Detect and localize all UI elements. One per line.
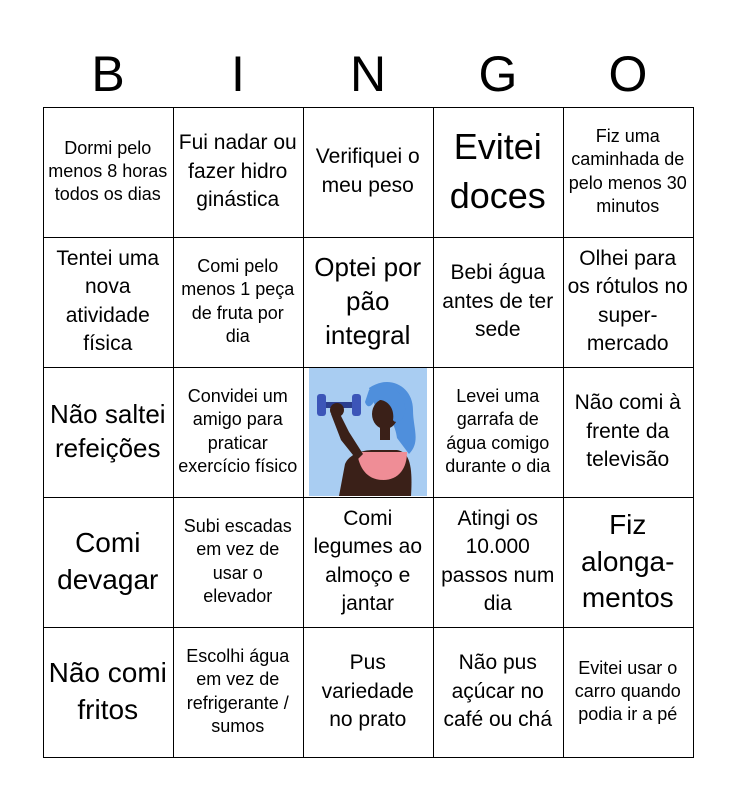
bingo-cell-text: Comi pelo menos 1 peça de fruta por dia [181,255,295,347]
bingo-cell-text: Fiz uma caminhada de pelo menos 30 minutos [568,125,687,217]
bingo-cell-text: Olhei para os rótulos no super-mercado [567,247,688,356]
bingo-cell[interactable] [563,107,695,239]
bingo-cell-text: Evitei doces [449,126,546,216]
bingo-cell-text: Tentei uma nova atividade física [56,247,160,356]
bingo-cell[interactable] [303,497,435,629]
bingo-cell[interactable] [43,367,175,499]
bingo-cell-text: Subi escadas em vez de usar o elevador [183,515,292,607]
bingo-cell[interactable] [43,107,175,239]
bingo-cell-text: Fiz alonga-mentos [581,509,675,613]
bingo-cell[interactable] [433,627,565,759]
bingo-cell-text: Não saltei refeições [49,398,166,463]
bingo-cell-text: Comi legumes ao almoço e jantar [313,507,423,616]
header-letter-b: B [91,46,125,102]
bingo-cell-text: Levei uma garrafa de água comigo durante o dia [445,385,551,477]
bingo-cell[interactable] [43,497,175,629]
bingo-cell[interactable] [43,627,175,759]
bingo-cell-text: Atingi os 10.000 passos num dia [441,507,555,616]
bingo-cell[interactable] [303,237,435,369]
bingo-cell-text: Evitei usar o carro quando podia ir a pé [574,657,681,725]
bingo-cell[interactable] [303,627,435,759]
header-letter-g: G [478,46,518,102]
bingo-cell-text: Optei por pão integral [314,252,422,350]
bingo-cell-text: Não comi fritos [48,657,167,725]
bingo-cell-text: Escolhi água em vez de refrigerante / sumos [186,645,290,737]
bingo-cell-text: Comi devagar [57,527,159,595]
bingo-cell[interactable] [563,497,695,629]
bingo-cell[interactable] [433,367,565,499]
bingo-cell[interactable] [563,627,695,759]
header-letter-o: O [608,46,648,102]
bingo-cell-text: Dormi pelo menos 8 horas todos os dias [48,137,168,205]
bingo-cell[interactable] [173,237,305,369]
bingo-cell[interactable] [563,237,695,369]
bingo-cell-text: Fui nadar ou fazer hidro ginástica [178,131,297,211]
bingo-free-cell[interactable] [303,367,435,499]
bingo-cell[interactable] [433,497,565,629]
bingo-cell[interactable] [173,107,305,239]
header-letter-n: N [349,46,387,102]
bingo-cell-text: Não pus açúcar no café ou chá [443,651,553,731]
bingo-grid [43,107,693,757]
bingo-cell[interactable] [173,497,305,629]
bingo-cell-text: Não comi à frente da televisão [574,391,681,471]
bingo-cell[interactable] [43,237,175,369]
bingo-cell[interactable] [173,627,305,759]
bingo-cell[interactable] [433,107,565,239]
bingo-cell[interactable] [563,367,695,499]
woman-lifting-dumbbell-icon [309,368,427,496]
bingo-cell[interactable] [173,367,305,499]
bingo-cell-text: Convidei um amigo para praticar exercício físico [178,385,298,477]
bingo-cell[interactable] [303,107,435,239]
bingo-cell-text: Pus variedade no prato [321,651,414,731]
bingo-cell-text: Verifiquei o meu peso [315,145,420,197]
header-letter-i: I [231,46,245,102]
bingo-cell-text: Bebi água antes de ter sede [442,261,554,341]
bingo-header [43,40,693,108]
bingo-cell[interactable] [433,237,565,369]
